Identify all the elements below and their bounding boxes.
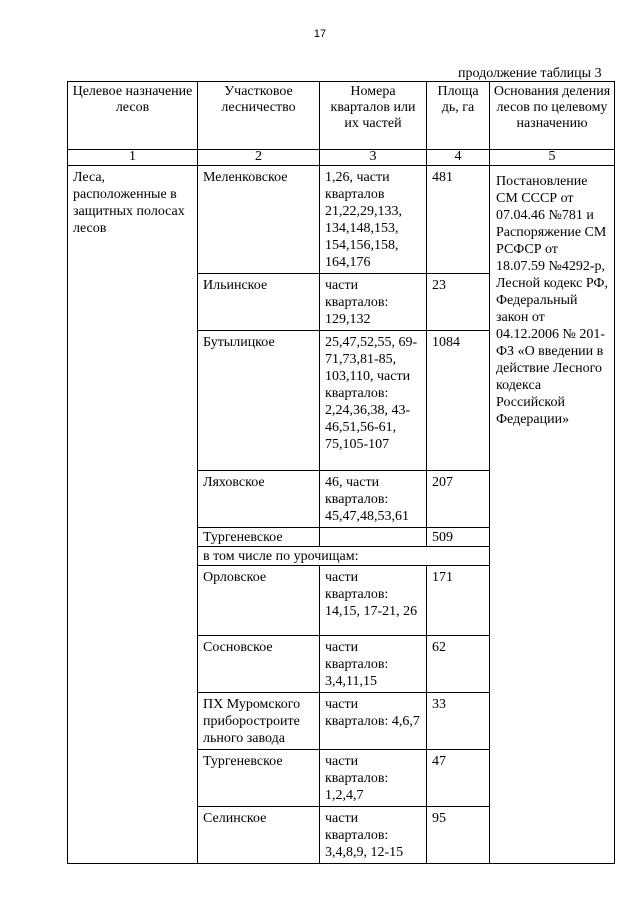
- column-number: 4: [427, 150, 490, 166]
- purpose-cell: Леса, расположенные в защитных полосах лесов: [68, 166, 198, 864]
- quarters-cell: части кварталов: 3,4,11,15: [320, 636, 427, 693]
- tract-name: Орловское: [198, 566, 320, 636]
- area-cell: 33: [427, 693, 490, 750]
- quarters-cell: 25,47,52,55, 69-71,73,81-85, 103,110, части кварталов: 2,24,36,38, 43-46,51,56-61, 75,105-107: [320, 331, 427, 471]
- area-cell: 62: [427, 636, 490, 693]
- area-cell: 1084: [427, 331, 490, 471]
- column-number: 1: [68, 150, 198, 166]
- table-row: [68, 166, 615, 274]
- table-header-row: [68, 82, 615, 150]
- column-number: 3: [320, 150, 427, 166]
- area-cell: 207: [427, 471, 490, 528]
- continuation-label: продолжение таблицы 3: [458, 66, 602, 81]
- column-number: 5: [490, 150, 615, 166]
- quarters-cell: части кварталов: 4,6,7: [320, 693, 427, 750]
- quarters-cell: части кварталов: 129,132: [320, 274, 427, 331]
- district-name: Ильинское: [198, 274, 320, 331]
- tract-name: Сосновское: [198, 636, 320, 693]
- header-basis: Основания деления лесов по целевому назначению: [490, 82, 615, 150]
- area-cell: 23: [427, 274, 490, 331]
- quarters-cell: части кварталов: 3,4,8,9, 12-15: [320, 807, 427, 864]
- header-quarters: Номера кварталов или их частей: [320, 82, 427, 150]
- tract-name: Селинское: [198, 807, 320, 864]
- column-number-row: [68, 150, 615, 166]
- quarters-cell: 46, части кварталов: 45,47,48,53,61: [320, 471, 427, 528]
- area-cell: 95: [427, 807, 490, 864]
- quarters-cell: части кварталов: 14,15, 17-21, 26: [320, 566, 427, 636]
- district-name: Меленковское: [198, 166, 320, 274]
- header-area: Площа дь, га: [427, 82, 490, 150]
- quarters-cell: [320, 528, 427, 547]
- district-name: Тургеневское: [198, 528, 320, 547]
- header-district: Участковое лесничество: [198, 82, 320, 150]
- page-number: 17: [313, 28, 327, 40]
- tracts-subheader: в том числе по урочищам:: [198, 547, 490, 566]
- basis-cell: Постановление СМ СССР от 07.04.46 №781 и Распоряжение СМ РСФСР от 18.07.59 №4292-р, Лесной кодекс РФ, Федеральный закон от 04.12.2006 № 201-ФЗ «О введении в действие Лесного кодекса Российской Федерации»: [490, 166, 615, 864]
- quarters-cell: части кварталов: 1,2,4,7: [320, 750, 427, 807]
- area-cell: 47: [427, 750, 490, 807]
- tract-name: Тургеневское: [198, 750, 320, 807]
- column-number: 2: [198, 150, 320, 166]
- header-purpose: Целевое назначение лесов: [68, 82, 198, 150]
- forest-purpose-table: [67, 81, 615, 864]
- area-cell: 481: [427, 166, 490, 274]
- district-name: Ляховское: [198, 471, 320, 528]
- quarters-cell: 1,26, части кварталов 21,22,29,133, 134,148,153, 154,156,158, 164,176: [320, 166, 427, 274]
- area-cell: 171: [427, 566, 490, 636]
- tract-name: ПХ Муромского приборостроите льного завода: [198, 693, 320, 750]
- area-cell: 509: [427, 528, 490, 547]
- district-name: Бутылицкое: [198, 331, 320, 471]
